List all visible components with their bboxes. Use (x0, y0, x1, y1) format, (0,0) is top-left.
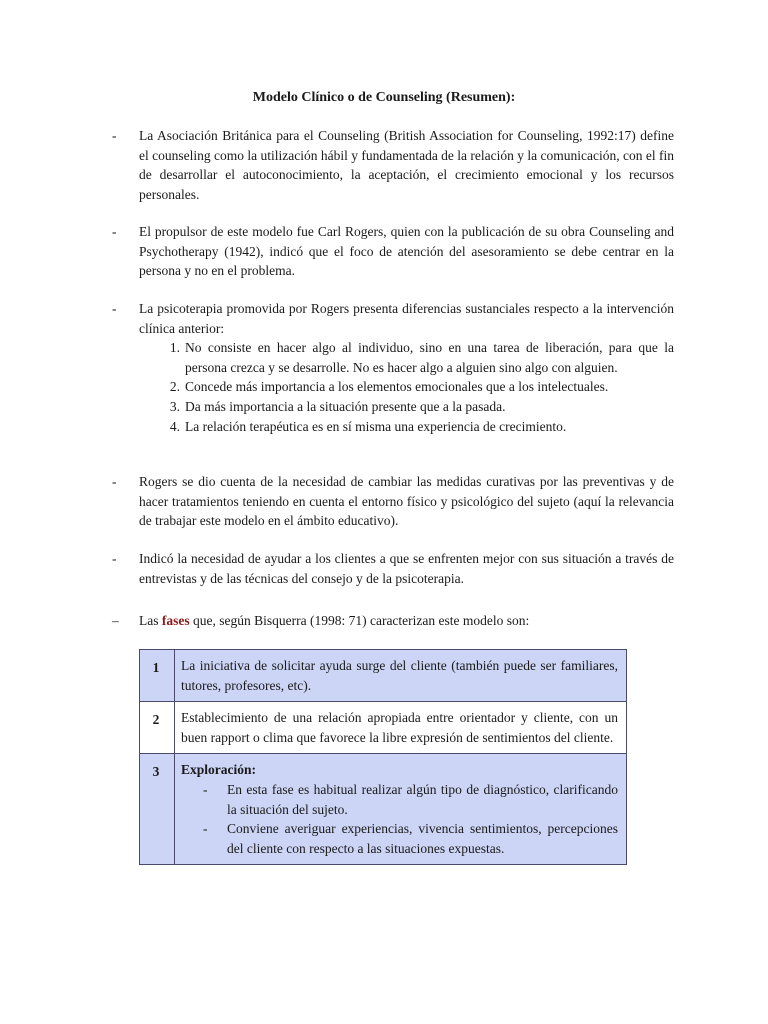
bullet-paragraph-1 (112, 126, 674, 204)
sub-item-text: En esta fase es habitual realizar algún tipo de diagnóstico, clarificando la situación del sujeto. (227, 781, 618, 817)
bullet-paragraph-4 (112, 472, 674, 531)
numbered-list (169, 338, 674, 436)
sub-list-item (203, 780, 618, 819)
table-row (140, 754, 627, 865)
numbered-item (169, 377, 674, 397)
bullet-dash: - (112, 551, 117, 566)
numbered-item (169, 397, 674, 417)
phase-number: 2 (140, 702, 175, 754)
bullet-text: Indicó la necesidad de ayudar a los clientes a que se enfrenten mejor con sus situación a través de entrevistas y de las técnicas del consejo y de la psicoterapia. (139, 551, 674, 586)
bullet-dash: - (112, 301, 117, 316)
bullet-text: La Asociación Británica para el Counseling (British Association for Counseling, 1992:17) define el counseling como la utilización hábil y fundamentada de la relación y la comunicación, con el fin de desarrollar el autoconocimiento, la aceptación, el crecimiento emocional y los recursos personales. (139, 128, 674, 202)
fases-intro-after: que, según Bisquerra (1998: 71) caracterizan este modelo son: (189, 613, 530, 628)
bullet-text: Rogers se dio cuenta de la necesidad de cambiar las medidas curativas por las preventivas y de hacer tratamientos teniendo en cuenta el entorno físico y psicológico del sujeto (aquí la relevancia de trabajar este modelo en el ámbito educativo). (139, 474, 674, 529)
numbered-item (169, 338, 674, 377)
item-number: 4. (169, 418, 180, 434)
sub-item-text: Conviene averiguar experiencias, vivencia sentimientos, percepciones del cliente con respecto a las situaciones expuestas. (227, 821, 618, 856)
numbered-item (169, 417, 674, 437)
phase-description: Establecimiento de una relación apropiada entre orientador y cliente, con un buen rapport o clima que favorece la libre expresión de sentimientos del cliente. (175, 702, 627, 754)
bullet-dash: - (112, 224, 117, 239)
bullet-text: La psicoterapia promovida por Rogers presenta diferencias sustanciales respecto a la intervención clínica anterior: (139, 301, 674, 336)
bullet-paragraph-5 (112, 549, 674, 588)
bullet-dash: – (112, 613, 119, 628)
phase-description: La iniciativa de solicitar ayuda surge del cliente (también puede ser familiares, tutores, profesores, etc). (175, 650, 627, 702)
fases-intro-before: Las (139, 613, 162, 628)
phase-number: 1 (140, 650, 175, 702)
fases-intro-text (139, 611, 674, 631)
phase-description (175, 754, 627, 865)
item-number: 1. (169, 340, 180, 356)
item-number: 3. (169, 398, 180, 414)
table-row (140, 702, 627, 754)
item-text: La relación terapéutica es en sí misma una experiencia de crecimiento. (185, 418, 567, 434)
phases-table (139, 649, 627, 865)
sub-dash: - (203, 821, 208, 837)
phase-number: 3 (140, 754, 175, 865)
document-title: Modelo Clínico o de Counseling (Resumen): (252, 90, 516, 105)
fases-intro-paragraph (112, 611, 674, 631)
sub-dash: - (203, 781, 208, 797)
bullet-paragraph-2 (112, 222, 674, 281)
item-text: Concede más importancia a los elementos emocionales que a los intelectuales. (185, 379, 609, 395)
item-text: Da más importancia a la situación presente que a la pasada. (185, 398, 506, 414)
fases-highlight-word: fases (161, 613, 190, 628)
item-number: 2. (169, 379, 180, 395)
table-row (140, 650, 627, 702)
bullet-dash: - (112, 474, 117, 489)
bullet-text: El propulsor de este modelo fue Carl Rogers, quien con la publicación de su obra Counseling and Psychotherapy (1942), indicó que el foco de atención del asesoramiento se debe centrar en la persona y no en el problema. (139, 224, 674, 279)
bullet-paragraph-3 (112, 299, 674, 436)
sub-list-item (203, 819, 618, 858)
phase-heading: Exploración: (181, 762, 257, 778)
item-text: No consiste en hacer algo al individuo, sino en una tarea de liberación, para que la persona crezca y se desarrolle. No es hacer algo a alguien sino algo con alguien. (185, 340, 674, 375)
phase-sub-list (203, 780, 618, 858)
bullet-dash: - (112, 128, 117, 143)
